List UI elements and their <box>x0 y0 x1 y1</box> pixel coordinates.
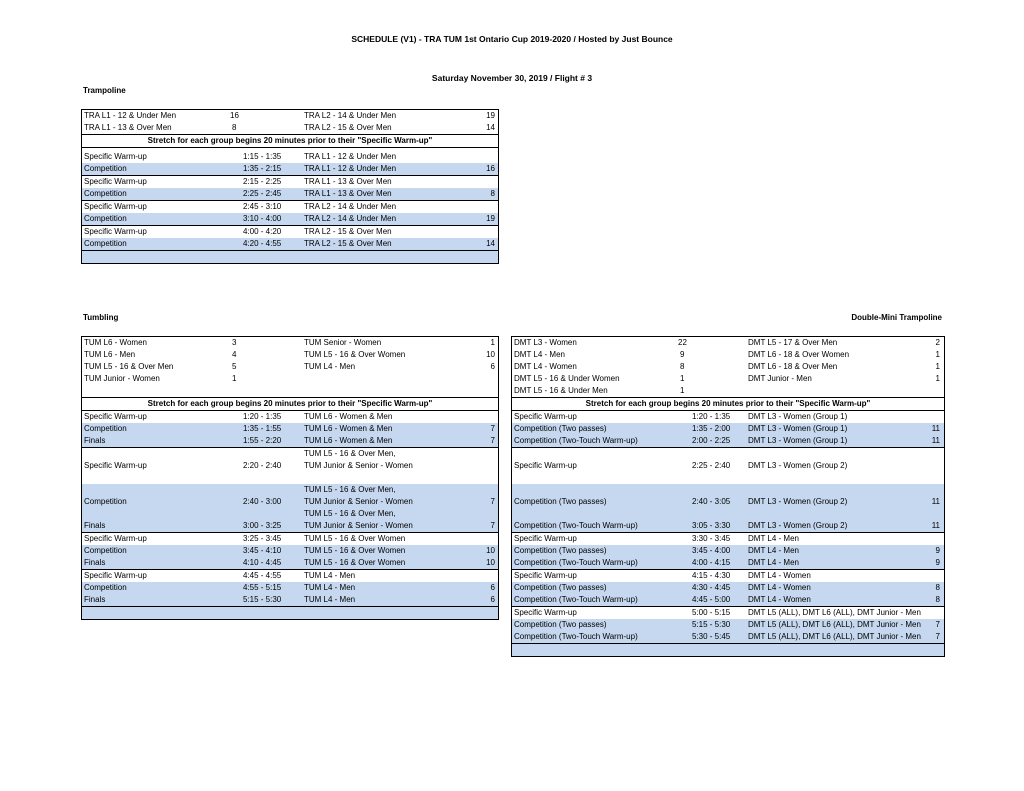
trampoline-count-row <box>82 122 498 134</box>
schedule-row <box>82 201 498 213</box>
schedule-row <box>82 176 498 188</box>
athlete-count: 11 <box>931 424 940 433</box>
schedule-row <box>512 607 944 619</box>
group-count: 3 <box>232 338 237 347</box>
schedule-row <box>82 594 498 607</box>
schedule-row <box>82 545 498 557</box>
group-name: TUM L5 - 16 & Over Men <box>84 362 174 371</box>
group-name: TRA L1 - 13 & Over Men <box>84 123 172 132</box>
schedule-row <box>512 619 944 631</box>
time-slot: 4:55 - 5:15 <box>243 583 282 592</box>
schedule-row <box>82 557 498 570</box>
group: DMT L4 - Men <box>748 558 799 567</box>
phase: Specific Warm-up <box>84 227 147 236</box>
athlete-count: 10 <box>486 546 495 555</box>
dmt-count-row <box>512 385 944 397</box>
phase: Competition (Two passes) <box>514 546 607 555</box>
phase: Competition (Two-Touch Warm-up) <box>514 595 638 604</box>
group-name: TUM L5 - 16 & Over Women <box>304 350 406 359</box>
document-title: SCHEDULE (V1) - TRA TUM 1st Ontario Cup 2019-2020 / Hosted by Just Bounce <box>351 34 673 44</box>
schedule-row <box>512 582 944 594</box>
phase: Specific Warm-up <box>84 412 147 421</box>
phase: Competition <box>84 424 127 433</box>
athlete-count: 11 <box>931 436 940 445</box>
schedule-row <box>512 423 944 435</box>
group: TUM L4 - Men <box>304 583 356 592</box>
phase: Competition <box>84 546 127 555</box>
phase: Finals <box>84 595 106 604</box>
time-slot: 2:15 - 2:25 <box>243 177 282 186</box>
tumbling-count-row <box>82 361 498 373</box>
group: TRA L1 - 13 & Over Men <box>304 189 392 198</box>
time-slot: 3:10 - 4:00 <box>243 214 282 223</box>
group-count: 4 <box>232 350 237 359</box>
group: DMT L4 - Women <box>748 583 811 592</box>
dmt-table <box>511 336 945 657</box>
group-name: DMT Junior - Men <box>748 374 812 383</box>
group: DMT L4 - Men <box>748 534 799 543</box>
group: DMT L3 - Women (Group 1) <box>748 436 848 445</box>
time-slot: 5:00 - 5:15 <box>692 608 731 617</box>
schedule-row <box>82 435 498 448</box>
phase: Specific Warm-up <box>514 412 577 421</box>
group: TUM Junior & Senior - Women <box>304 461 413 470</box>
table-footer-bar <box>512 644 944 656</box>
group: TUM L5 - 16 & Over Men, <box>304 449 396 458</box>
phase: Competition (Two-Touch Warm-up) <box>514 632 638 641</box>
schedule-row <box>82 151 498 163</box>
athlete-count: 7 <box>935 620 940 629</box>
time-slot: 4:15 - 4:30 <box>692 571 731 580</box>
time-slot: 1:35 - 1:55 <box>243 424 282 433</box>
phase: Specific Warm-up <box>84 177 147 186</box>
schedule-row <box>82 213 498 226</box>
time-slot: 1:15 - 1:35 <box>243 152 282 161</box>
group-name: DMT L5 - 16 & Under Men <box>514 386 608 395</box>
schedule-row <box>82 411 498 423</box>
time-slot: 2:25 - 2:45 <box>243 189 282 198</box>
schedule-row <box>82 163 498 176</box>
group-count: 8 <box>232 123 237 132</box>
group-count: 14 <box>486 123 495 132</box>
time-slot: 1:20 - 1:35 <box>692 412 731 421</box>
schedule-row <box>512 631 944 644</box>
phase: Specific Warm-up <box>84 202 147 211</box>
time-slot: 5:15 - 5:30 <box>692 620 731 629</box>
phase: Competition (Two passes) <box>514 620 607 629</box>
group: TUM Junior & Senior - Women <box>304 521 413 530</box>
athlete-count: 7 <box>490 436 495 445</box>
time-slot: 1:35 - 2:00 <box>692 424 731 433</box>
group: TUM L5 - 16 & Over Men, <box>304 509 396 518</box>
group: DMT L3 - Women (Group 2) <box>748 497 848 506</box>
group-name: TRA L2 - 15 & Over Men <box>304 123 392 132</box>
group-name: TRA L2 - 14 & Under Men <box>304 111 397 120</box>
group-name: TRA L1 - 12 & Under Men <box>84 111 177 120</box>
group: TUM L4 - Men <box>304 571 356 580</box>
group-name: TUM L4 - Men <box>304 362 356 371</box>
schedule-row <box>512 484 944 508</box>
time-slot: 4:45 - 5:00 <box>692 595 731 604</box>
athlete-count: 6 <box>490 583 495 592</box>
group-count: 10 <box>486 350 495 359</box>
schedule-row <box>82 188 498 201</box>
phase: Competition <box>84 164 127 173</box>
schedule-row <box>512 594 944 607</box>
group-name: DMT L4 - Women <box>514 362 577 371</box>
time-slot: 5:15 - 5:30 <box>243 595 282 604</box>
time-slot: 2:25 - 2:40 <box>692 461 731 470</box>
phase: Finals <box>84 558 106 567</box>
dmt-section-label: Double-Mini Trampoline <box>851 313 942 322</box>
date-flight-line: Saturday November 30, 2019 / Flight # 3 <box>431 73 593 83</box>
phase: Specific Warm-up <box>84 534 147 543</box>
group-count: 1 <box>680 386 685 395</box>
group-count: 2 <box>935 338 940 347</box>
schedule-row <box>82 484 498 508</box>
time-slot: 2:40 - 3:00 <box>243 497 282 506</box>
phase: Competition <box>84 189 127 198</box>
athlete-count: 14 <box>486 239 495 248</box>
group: TUM L4 - Men <box>304 595 356 604</box>
schedule-row <box>82 508 498 533</box>
tumbling-section-label: Tumbling <box>83 313 119 322</box>
group-name: DMT L6 - 18 & Over Women <box>748 350 850 359</box>
time-slot: 4:30 - 4:45 <box>692 583 731 592</box>
schedule-row <box>82 226 498 238</box>
group: TRA L2 - 14 & Under Men <box>304 202 397 211</box>
time-slot: 3:05 - 3:30 <box>692 521 731 530</box>
athlete-count: 7 <box>935 632 940 641</box>
group-count: 16 <box>230 111 239 120</box>
schedule-row <box>82 238 498 251</box>
phase: Finals <box>84 436 106 445</box>
group: TUM L6 - Women & Men <box>304 436 393 445</box>
athlete-count: 11 <box>931 497 940 506</box>
phase: Competition (Two passes) <box>514 583 607 592</box>
dmt-count-row <box>512 373 944 385</box>
dmt-count-row <box>512 337 944 349</box>
athlete-count: 8 <box>935 595 940 604</box>
phase: Specific Warm-up <box>514 461 577 470</box>
group-name: TUM Senior - Women <box>304 338 382 347</box>
schedule-row <box>82 423 498 435</box>
time-slot: 3:30 - 3:45 <box>692 534 731 543</box>
trampoline-section-label: Trampoline <box>83 86 126 95</box>
group: DMT L4 - Women <box>748 595 811 604</box>
time-slot: 1:20 - 1:35 <box>243 412 282 421</box>
group-count: 1 <box>935 374 940 383</box>
dmt-count-row <box>512 361 944 373</box>
group-count: 1 <box>490 338 495 347</box>
group: DMT L5 (ALL), DMT L6 (ALL), DMT Junior - Men <box>748 620 921 629</box>
trampoline-count-row <box>82 110 498 122</box>
schedule-row <box>512 557 944 570</box>
group-count: 8 <box>680 362 685 371</box>
phase: Competition <box>84 239 127 248</box>
phase: Competition (Two-Touch Warm-up) <box>514 558 638 567</box>
schedule-row <box>512 448 944 484</box>
schedule-row <box>512 545 944 557</box>
group: DMT L5 (ALL), DMT L6 (ALL), DMT Junior - Men <box>748 632 921 641</box>
time-slot: 2:00 - 2:25 <box>692 436 731 445</box>
group-name: DMT L5 - 17 & Over Men <box>748 338 838 347</box>
schedule-row <box>82 570 498 582</box>
athlete-count: 10 <box>486 558 495 567</box>
group-name: DMT L3 - Women <box>514 338 577 347</box>
stretch-note: Stretch for each group begins 20 minutes prior to their "Specific Warm-up" <box>512 397 944 411</box>
group: TRA L2 - 15 & Over Men <box>304 239 392 248</box>
tumbling-count-row <box>82 373 498 385</box>
group: DMT L3 - Women (Group 2) <box>748 521 848 530</box>
schedule-row <box>82 533 498 545</box>
phase: Competition <box>84 214 127 223</box>
time-slot: 3:25 - 3:45 <box>243 534 282 543</box>
group: TUM L6 - Women & Men <box>304 424 393 433</box>
athlete-count: 8 <box>935 583 940 592</box>
stretch-note: Stretch for each group begins 20 minutes prior to their "Specific Warm-up" <box>82 134 498 148</box>
athlete-count: 7 <box>490 521 495 530</box>
phase: Competition <box>84 497 127 506</box>
stretch-note: Stretch for each group begins 20 minutes prior to their "Specific Warm-up" <box>82 397 498 411</box>
time-slot: 4:20 - 4:55 <box>243 239 282 248</box>
time-slot: 4:00 - 4:15 <box>692 558 731 567</box>
athlete-count: 16 <box>486 164 495 173</box>
group: TRA L1 - 12 & Under Men <box>304 152 397 161</box>
athlete-count: 9 <box>935 558 940 567</box>
table-footer-bar <box>82 251 498 263</box>
group-count: 6 <box>490 362 495 371</box>
schedule-row <box>512 435 944 448</box>
phase: Competition (Two-Touch Warm-up) <box>514 436 638 445</box>
schedule-row <box>512 533 944 545</box>
time-slot: 2:40 - 3:05 <box>692 497 731 506</box>
phase: Competition (Two-Touch Warm-up) <box>514 521 638 530</box>
group-name: DMT L6 - 18 & Over Men <box>748 362 838 371</box>
group: DMT L4 - Men <box>748 546 799 555</box>
athlete-count: 19 <box>486 214 495 223</box>
athlete-count: 7 <box>490 424 495 433</box>
phase: Finals <box>84 521 106 530</box>
group-count: 1 <box>935 350 940 359</box>
group: DMT L3 - Women (Group 1) <box>748 424 848 433</box>
group: TUM L5 - 16 & Over Women <box>304 534 406 543</box>
group: TUM L5 - 16 & Over Men, <box>304 485 396 494</box>
phase: Specific Warm-up <box>84 152 147 161</box>
time-slot: 3:00 - 3:25 <box>243 521 282 530</box>
time-slot: 2:20 - 2:40 <box>243 461 282 470</box>
time-slot: 2:45 - 3:10 <box>243 202 282 211</box>
time-slot: 3:45 - 4:10 <box>243 546 282 555</box>
phase: Specific Warm-up <box>84 461 147 470</box>
group: TUM L6 - Women & Men <box>304 412 393 421</box>
group: TUM Junior & Senior - Women <box>304 497 413 506</box>
group-name: DMT L4 - Men <box>514 350 565 359</box>
time-slot: 5:30 - 5:45 <box>692 632 731 641</box>
time-slot: 4:10 - 4:45 <box>243 558 282 567</box>
tumbling-count-row <box>82 337 498 349</box>
group: TRA L2 - 14 & Under Men <box>304 214 397 223</box>
table-footer-bar <box>82 607 498 619</box>
group-count: 5 <box>232 362 237 371</box>
schedule-row <box>512 570 944 582</box>
schedule-row <box>512 508 944 533</box>
athlete-count: 11 <box>931 521 940 530</box>
time-slot: 1:35 - 2:15 <box>243 164 282 173</box>
time-slot: 1:55 - 2:20 <box>243 436 282 445</box>
tumbling-table <box>81 336 499 620</box>
time-slot: 4:45 - 4:55 <box>243 571 282 580</box>
group: DMT L4 - Women <box>748 571 811 580</box>
athlete-count: 7 <box>490 497 495 506</box>
trampoline-table <box>81 109 499 264</box>
group: DMT L3 - Women (Group 2) <box>748 461 848 470</box>
athlete-count: 9 <box>935 546 940 555</box>
phase: Competition (Two passes) <box>514 424 607 433</box>
spacer-row <box>82 385 498 397</box>
group-count: 1 <box>232 374 237 383</box>
phase: Specific Warm-up <box>514 534 577 543</box>
group-name: DMT L5 - 16 & Under Women <box>514 374 620 383</box>
group-name: TUM Junior - Women <box>84 374 160 383</box>
group-count: 19 <box>486 111 495 120</box>
schedule-row <box>82 448 498 484</box>
group: TRA L1 - 13 & Over Men <box>304 177 392 186</box>
phase: Specific Warm-up <box>514 571 577 580</box>
group-count: 9 <box>680 350 685 359</box>
phase: Competition (Two passes) <box>514 497 607 506</box>
group: TUM L5 - 16 & Over Women <box>304 546 406 555</box>
group: DMT L3 - Women (Group 1) <box>748 412 848 421</box>
time-slot: 4:00 - 4:20 <box>243 227 282 236</box>
group-count: 1 <box>935 362 940 371</box>
group-name: TUM L6 - Women <box>84 338 147 347</box>
group: TRA L2 - 15 & Over Men <box>304 227 392 236</box>
group: TRA L1 - 12 & Under Men <box>304 164 397 173</box>
schedule-row <box>512 411 944 423</box>
athlete-count: 6 <box>490 595 495 604</box>
group-count: 22 <box>678 338 687 347</box>
athlete-count: 8 <box>490 189 495 198</box>
group: TUM L5 - 16 & Over Women <box>304 558 406 567</box>
phase: Specific Warm-up <box>84 571 147 580</box>
phase: Specific Warm-up <box>514 608 577 617</box>
time-slot: 3:45 - 4:00 <box>692 546 731 555</box>
tumbling-count-row <box>82 349 498 361</box>
schedule-row <box>82 582 498 594</box>
group-count: 1 <box>680 374 685 383</box>
phase: Competition <box>84 583 127 592</box>
dmt-count-row <box>512 349 944 361</box>
group-name: TUM L6 - Men <box>84 350 136 359</box>
group: DMT L5 (ALL), DMT L6 (ALL), DMT Junior - Men <box>748 608 921 617</box>
